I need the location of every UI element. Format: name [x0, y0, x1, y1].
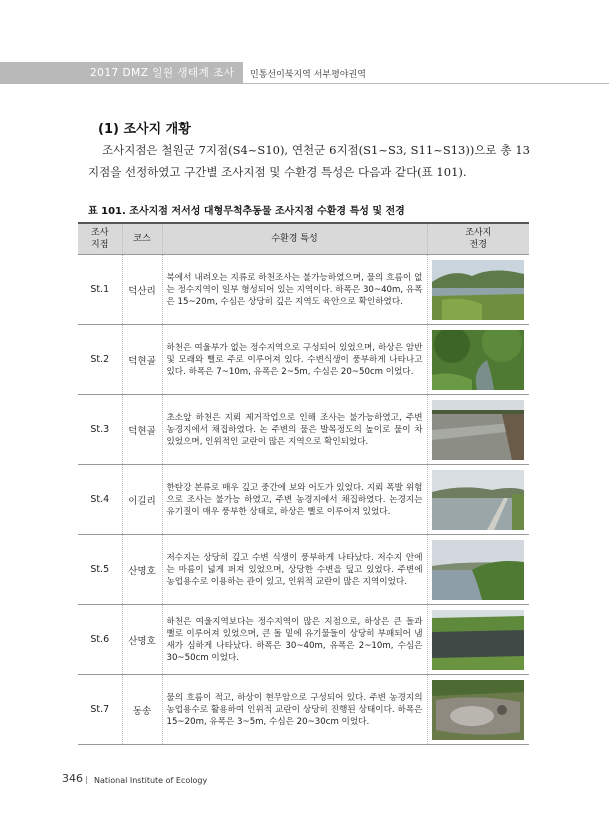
intro-paragraph: 조사지점은 철원군 7지점(S4~S10), 연천군 6지점(S1~S3, S11~S13))으로 총 13지점을 선정하였고 구간별 조사지점 및 수환경 특성은 다음과 같다(표 101).: [88, 143, 530, 179]
page-number: 346: [62, 772, 83, 785]
header-site: 조사 지점: [78, 223, 122, 255]
site-photo-st7: [432, 680, 524, 740]
survey-site-table: [78, 222, 529, 745]
header-rule: [243, 83, 609, 84]
site-id: St.4: [78, 465, 122, 535]
course-name: 이길리: [122, 465, 162, 535]
table-row: [78, 675, 529, 745]
header-title: 2017 DMZ 일원 생태계 조사: [90, 67, 235, 79]
env-description: 한탄강 본류로 매우 깊고 중간에 보와 어도가 있었다. 지뢰 폭발 위험으로 조사는 불가능 하였고, 주변 농경지에서 채집하였다. 논경지는 유기질이 매우 풍부한 상태로, 하상은 뻘로 이루어져 있었다.: [162, 465, 427, 535]
section-title: (1) 조사지 개황: [98, 122, 191, 137]
header-subtitle: 민통선이북지역 서부평야권역: [250, 70, 366, 80]
footer-institute: National Institute of Ecology: [94, 776, 208, 785]
env-description: 하천은 여울부가 없는 정수지역으로 구성되어 있었으며, 하상은 암반 및 모래와 뻘로 주로 이루어져 있다. 수변식생이 풍부하게 나타나고 있다. 하폭은 7~10m, 유폭은 2~5m, 수심은 20~50cm 이었다.: [162, 325, 427, 395]
env-description: 저수지는 상당히 깊고 수변 식생이 풍부하게 나타났다. 저수지 안에는 마름이 넓게 퍼져 있었으며, 상당한 수변을 덮고 있었다. 주변에 농업용수로 이용하는 관이 있고, 인위적 교란이 많은 지역이었다.: [162, 535, 427, 605]
course-name: 덕현골: [122, 325, 162, 395]
site-id: St.2: [78, 325, 122, 395]
table-row: [78, 535, 529, 605]
header-course: 코스: [122, 223, 162, 255]
env-description: 초소앞 하천은 지뢰 제거작업으로 인해 조사는 불가능하였고, 주변 농경지에서 채집하였다. 논 주변의 물은 발목정도의 높이로 물이 차 있었으며, 인위적인 교란이 많은 지역으로 확인되었다.: [162, 395, 427, 465]
env-description: 북에서 내려오는 지류로 하천조사는 불가능하였으며, 물의 흐름이 없는 정수지역이 일부 형성되어 있는 지역이다. 하폭은 30~40m, 유폭은 15~20m, 수심은 상당히 깊은 지역도 육안으로 확인하였다.: [162, 255, 427, 325]
env-description: 물의 흐름이 적고, 하상이 현무암으로 구성되어 있다. 주변 농경지의 농업용수로 활용하여 인위적 교란이 상당히 진행된 상태이다. 하폭은 15~20m, 유폭은 3~5m, 수심은 20~30cm 이었다.: [162, 675, 427, 745]
site-id: St.6: [78, 605, 122, 675]
env-description: 하천은 여울지역보다는 정수지역이 많은 지점으로, 하상은 큰 돌과 뻘로 이루어져 있었으며, 큰 돌 밑에 유기물들이 상당히 부패되어 냄새가 심하게 나타났다. 하폭은 30~40m, 유폭은 2~10m, 수심은 30~50cm 이었다.: [162, 605, 427, 675]
table-row: [78, 465, 529, 535]
course-name: 산명호: [122, 605, 162, 675]
site-id: St.1: [78, 255, 122, 325]
site-photo-st4: [432, 470, 524, 530]
course-name: 덕산리: [122, 255, 162, 325]
table-row: [78, 325, 529, 395]
site-photo-st2: [432, 330, 524, 390]
site-photo-st6: [432, 610, 524, 670]
site-photo-st1: [432, 260, 524, 320]
site-photo-st3: [432, 400, 524, 460]
site-id: St.5: [78, 535, 122, 605]
site-id: St.7: [78, 675, 122, 745]
running-header: [0, 62, 609, 84]
table-caption: 표 101. 조사지점 저서성 대형무척추동물 조사지점 수환경 특성 및 전경: [88, 206, 405, 217]
table-row: [78, 395, 529, 465]
footer-separator: |: [85, 775, 88, 784]
table-header-row: [78, 223, 529, 255]
site-photo-st5: [432, 540, 524, 600]
course-name: 동송: [122, 675, 162, 745]
table-row: [78, 255, 529, 325]
header-tab: [0, 62, 243, 84]
course-name: 덕현골: [122, 395, 162, 465]
table-row: [78, 605, 529, 675]
course-name: 산명호: [122, 535, 162, 605]
header-photo: 조사지 전경: [427, 223, 529, 255]
header-env: 수환경 특성: [162, 223, 427, 255]
site-id: St.3: [78, 395, 122, 465]
